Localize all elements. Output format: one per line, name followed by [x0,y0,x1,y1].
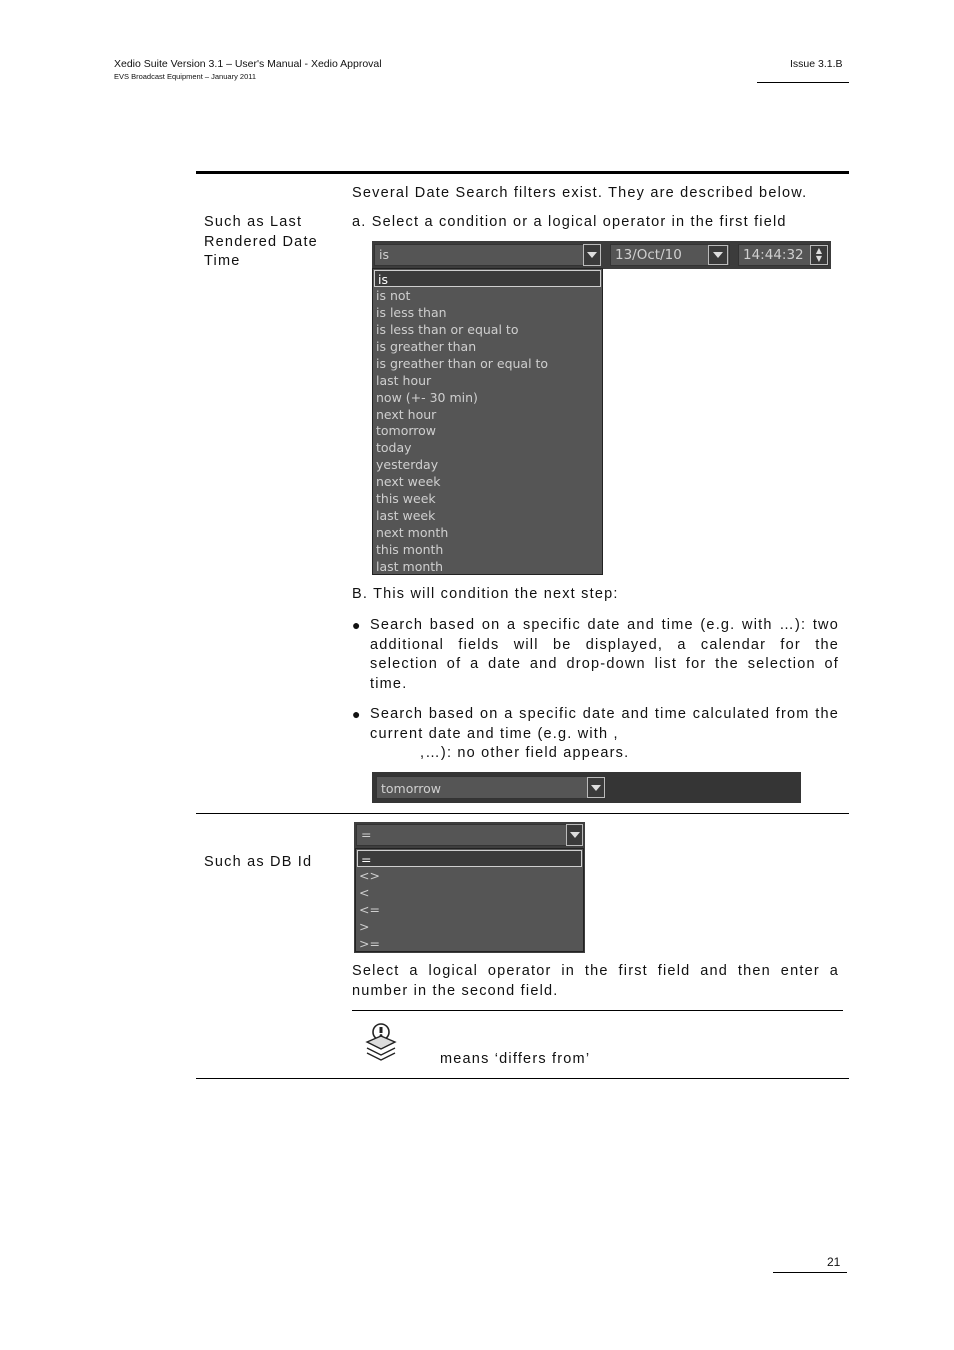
example-combo-value: tomorrow [381,781,442,796]
condition-dropdown-button[interactable] [583,244,601,266]
list-item[interactable]: yesterday [376,457,439,473]
row-separator [196,813,849,814]
db-row-label: Such as DB Id [204,854,313,870]
list-item[interactable]: < [359,884,370,900]
chevron-down-icon [570,832,580,838]
bullet-2-text-end: ,…): no other field appears. [420,745,630,761]
time-spinner[interactable] [810,245,828,265]
list-item[interactable]: = [357,850,582,867]
spin-up-icon: ▲ [815,246,823,255]
bullet-1-text: Search based on a specific date and time (e.g. with …): two additional fields will be displayed, a calendar for the selection of a date and drop-down list for the selection of time. [370,617,839,692]
date-filter-bar [372,241,831,269]
list-item[interactable]: last week [376,508,436,524]
table-top-rule [196,171,849,174]
calendar-dropdown-button[interactable] [708,245,728,265]
list-item[interactable]: >= [359,935,380,951]
example-condition-combo[interactable] [376,776,606,799]
page-number: 21 [827,1255,841,1269]
db-combo-value: = [361,827,372,842]
example-filter-bar [372,772,801,803]
date-field-value: 13/Oct/10 [615,247,682,263]
list-item[interactable]: now (+- 30 min) [376,389,478,405]
condition-combo[interactable] [374,244,600,266]
list-item[interactable]: next month [376,525,449,541]
list-item[interactable]: <> [359,867,380,883]
date-intro: Several Date Search filters exist. They are described below. [352,185,808,201]
step-a-text: a. Select a condition or a logical operator in the first field [352,214,787,230]
list-item[interactable]: is less than or equal to [376,321,519,337]
footer-rule [773,1272,847,1273]
list-item[interactable]: <= [359,901,380,917]
chevron-down-icon [587,252,597,258]
list-item[interactable]: next week [376,474,441,490]
condition-combo-value: is [379,247,389,262]
issue-label: Issue 3.1.B [790,58,843,70]
header-subtitle: EVS Broadcast Equipment – January 2011 [114,72,257,81]
list-item[interactable]: is less than [376,304,447,320]
bullet-dot: ● [352,706,361,722]
note-icon [364,1022,398,1062]
list-item[interactable]: next hour [376,406,437,422]
list-item[interactable]: this week [376,491,436,507]
note-top-rule [352,1010,843,1011]
chevron-down-icon [713,252,723,258]
time-field-value: 14:44:32 [743,247,804,263]
date-row-label: Such as Last Rendered Date Time [204,214,318,269]
db-operator-options-list [355,848,584,952]
example-dropdown-button[interactable] [587,777,605,798]
note-text: means ‘differs from’ [440,1051,591,1067]
list-item[interactable]: > [359,918,370,934]
list-item[interactable]: this month [376,542,444,557]
condition-options-list [372,268,603,575]
db-operator-widget [354,822,585,953]
chevron-down-icon [591,785,601,791]
db-dropdown-button[interactable] [566,824,583,846]
spin-down-icon: ▼ [815,254,823,263]
list-item[interactable]: is not [376,287,411,303]
list-item[interactable]: last month [376,558,444,574]
header-title: Xedio Suite Version 3.1 – User's Manual - Xedio Approval [114,58,382,70]
db-instruction-text: Select a logical operator in the first field and then enter a number in the second field. [352,963,839,999]
list-item[interactable]: is [374,270,601,287]
list-item[interactable]: is greather than [376,338,477,354]
bullet-dot: ● [352,617,361,633]
list-item[interactable]: last hour [376,372,432,388]
list-item[interactable]: tomorrow [376,423,437,439]
db-operator-combo[interactable] [356,824,568,846]
step-b-text: B. This will condition the next step: [352,586,619,602]
list-item[interactable]: is greather than or equal to [376,355,549,371]
header-rule [757,82,849,83]
list-item[interactable]: today [376,440,412,456]
bullet-2-text: Search based on a specific date and time calculated from the current date and time (e.g. with , [370,706,839,742]
table-bottom-rule [196,1078,849,1079]
